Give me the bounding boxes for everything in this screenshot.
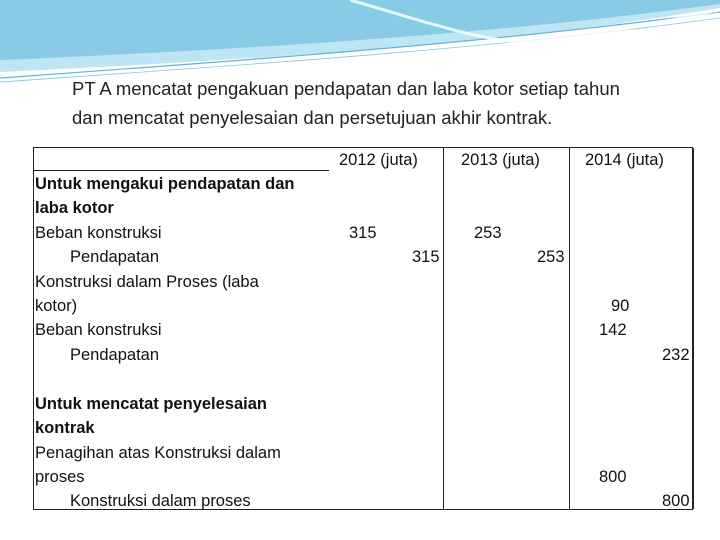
row-penagihan-line2: proses	[35, 468, 85, 486]
value-2013-credit: 253	[537, 248, 565, 266]
col-divider-right	[693, 148, 694, 509]
row-kdp-line1: Konstruksi dalam Proses (laba	[35, 273, 259, 291]
row-kdp-credit: Konstruksi dalam proses	[70, 492, 251, 510]
col-divider-2013	[443, 148, 444, 509]
value-2014-penagihan: 800	[599, 468, 627, 486]
value-2014-pendapatan: 232	[662, 346, 690, 364]
intro-line-2: dan mencatat penyelesaian dan persetujuan akhir kontrak.	[72, 107, 553, 128]
header-underline	[34, 170, 329, 171]
value-2012-debit: 315	[349, 224, 377, 242]
section1-title-line1: Untuk mengakui pendapatan dan	[35, 175, 295, 193]
value-2014-kdp: 90	[611, 297, 630, 315]
header-2013: 2013 (juta)	[461, 151, 540, 169]
value-2014-kdp-credit: 800	[662, 492, 690, 510]
header-2014: 2014 (juta)	[585, 151, 664, 169]
row-penagihan-line1: Penagihan atas Konstruksi dalam	[35, 444, 281, 462]
row-beban-konstruksi-2: Beban konstruksi	[35, 321, 162, 339]
value-2013-debit: 253	[474, 224, 502, 242]
section2-title-line1: Untuk mencatat penyelesaian	[35, 395, 267, 413]
header-2012: 2012 (juta)	[339, 151, 418, 169]
row-kdp-line2: kotor)	[35, 297, 78, 315]
row-pendapatan-1: Pendapatan	[70, 248, 160, 266]
journal-table	[33, 147, 693, 510]
value-2014-beban: 142	[599, 321, 627, 339]
section2-title-line2: kontrak	[35, 419, 95, 437]
row-pendapatan-2: Pendapatan	[70, 346, 160, 364]
intro-line-1: PT A mencatat pengakuan pendapatan dan laba kotor setiap tahun	[72, 78, 620, 99]
row-beban-konstruksi-1: Beban konstruksi	[35, 224, 162, 242]
intro-text	[72, 74, 692, 132]
section1-title-line2: laba kotor	[35, 199, 114, 217]
col-divider-2014	[569, 148, 570, 509]
value-2012-credit: 315	[412, 248, 440, 266]
